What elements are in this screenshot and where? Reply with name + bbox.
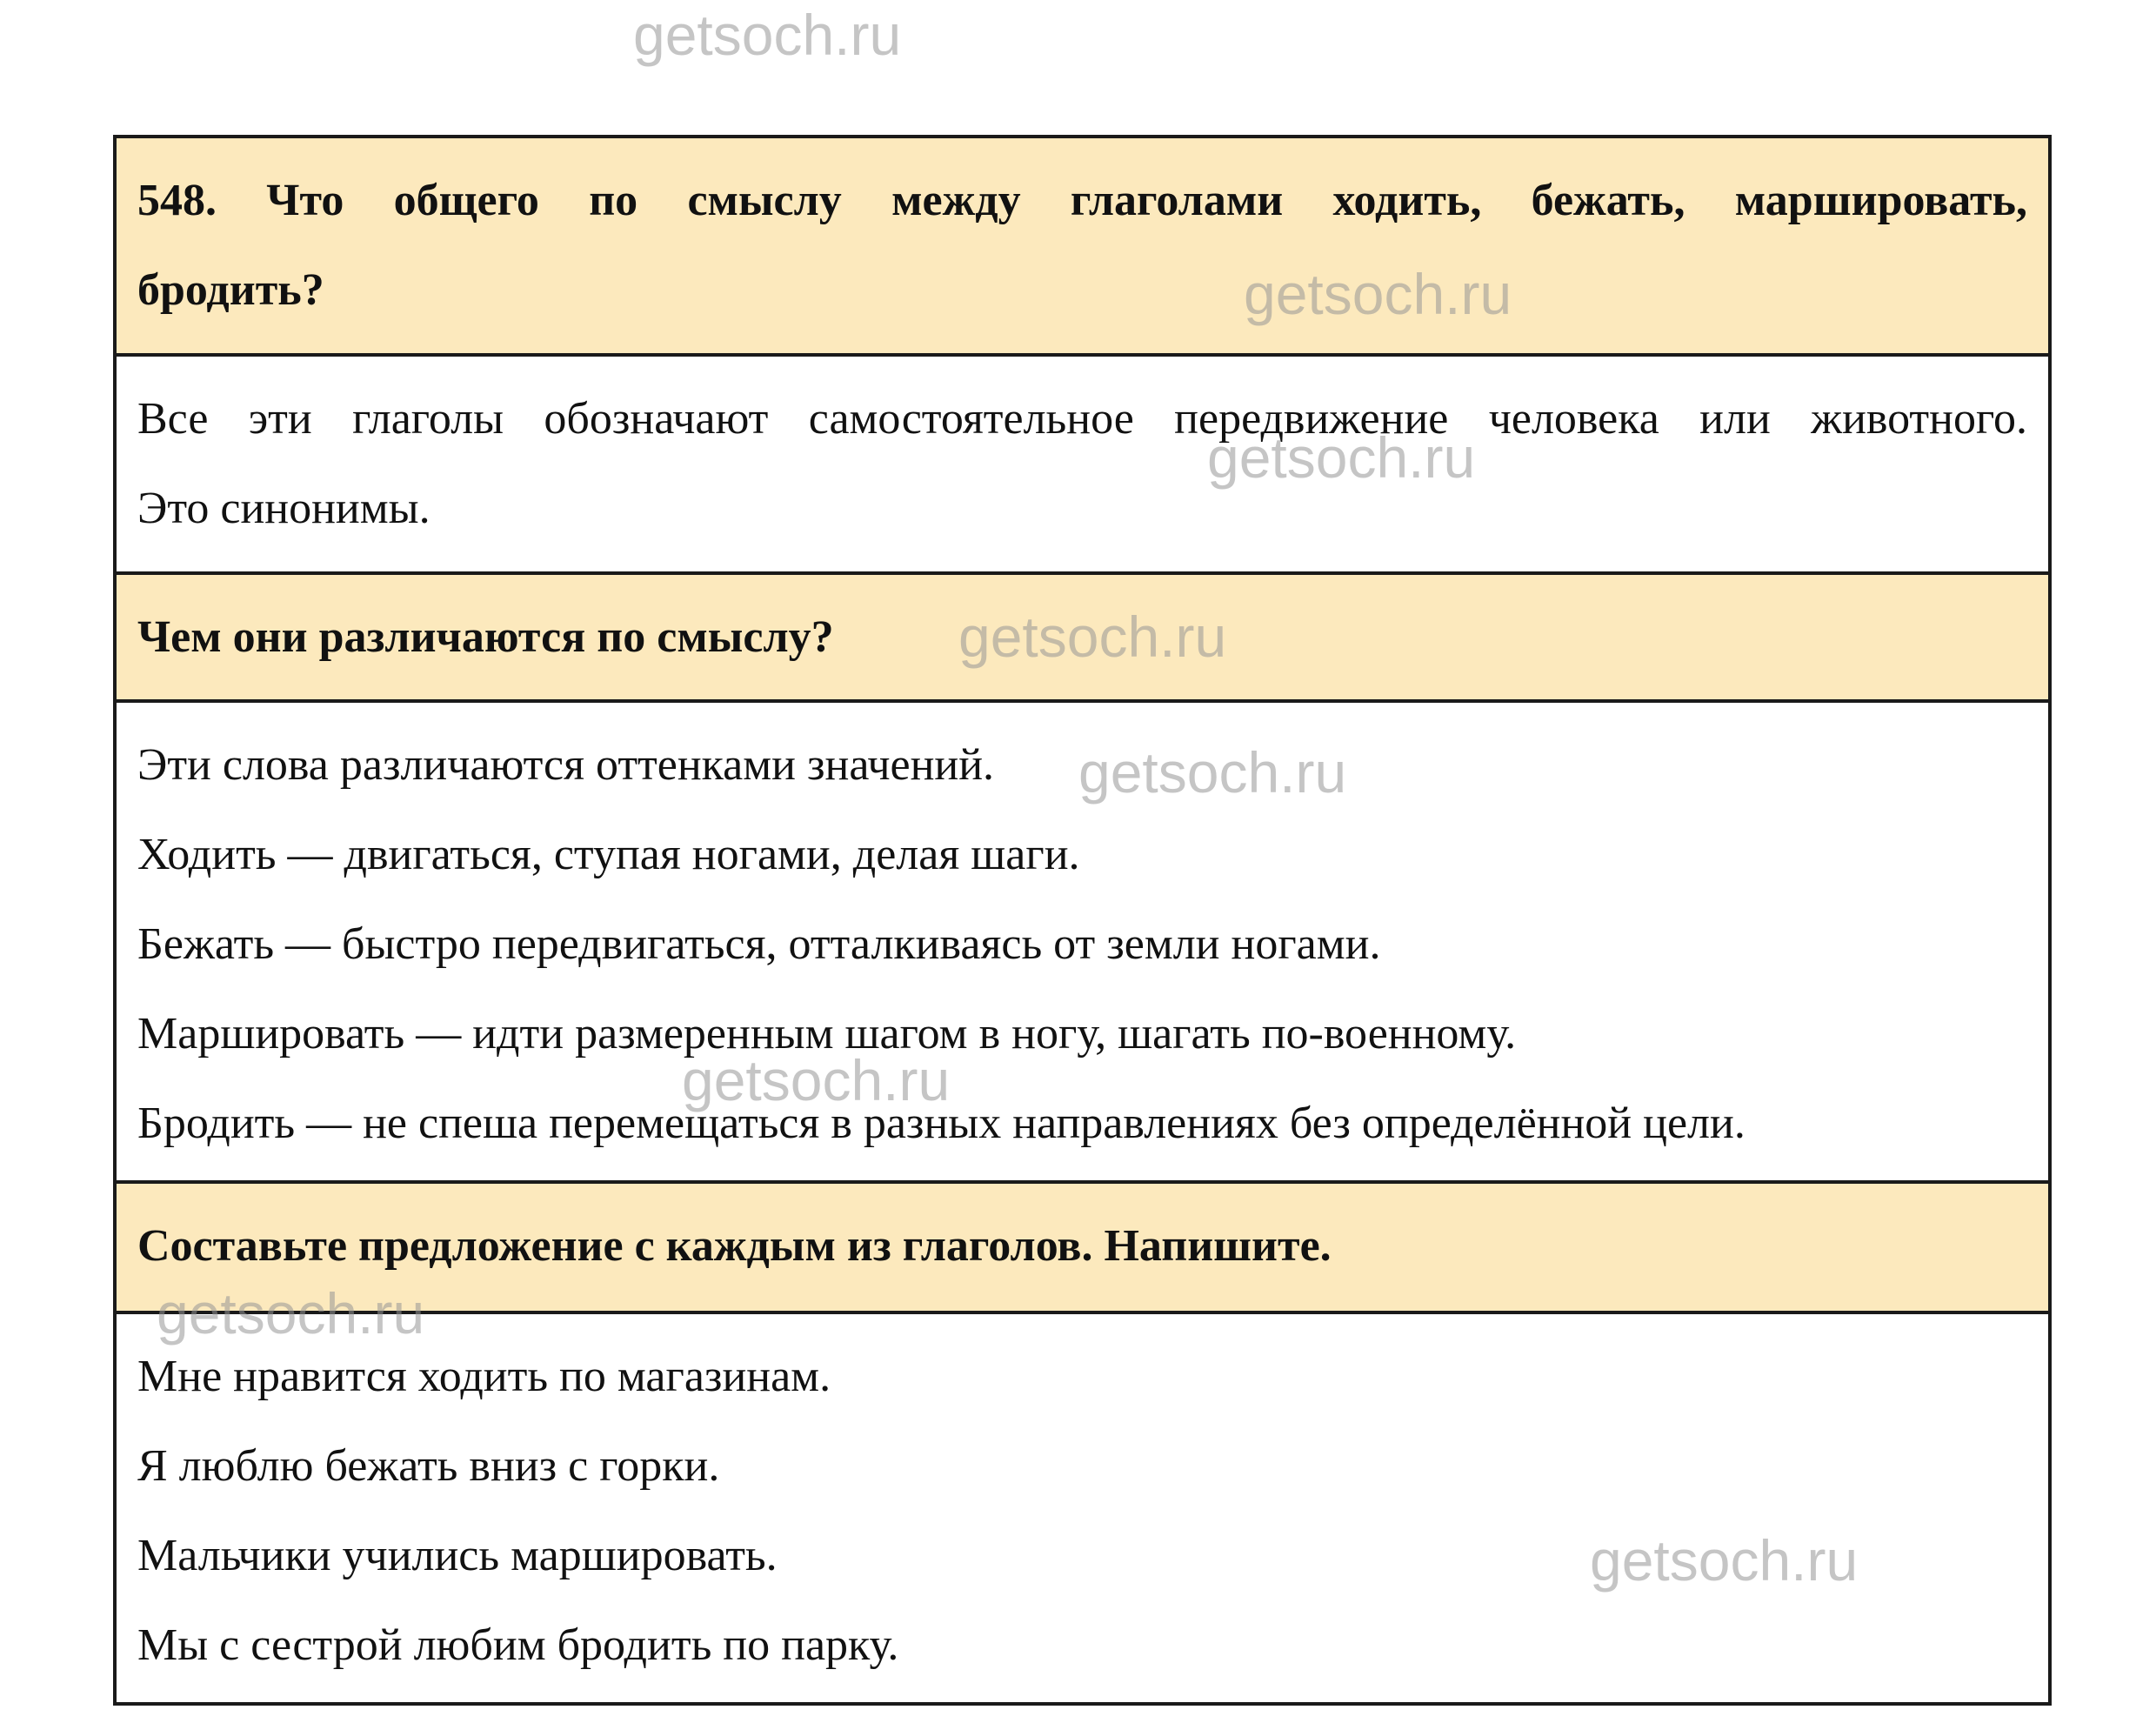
answer-2-line-3: Бежать — быстро передвигаться, отталкиваясь от земли ногами. [137, 919, 1381, 969]
question-row-2 [117, 571, 2048, 699]
answer-2-line-4: Маршировать — идти размеренным шагом в ногу, шагать по-военному. [137, 1009, 1517, 1059]
answer-2-line-2: Ходить — двигаться, ступая ногами, делая шаги. [137, 830, 1080, 879]
answer-3-line-1: Мне нравится ходить по магазинам. [137, 1352, 831, 1401]
watermark: getsoch.ru [958, 604, 1227, 669]
question-1-line-2: бродить? [137, 265, 324, 315]
answer-3-line-2: Я люблю бежать вниз с горки. [137, 1441, 720, 1491]
answer-2-line-5: Бродить — не спеша перемещаться в разных направлениях без определённой цели. [137, 1099, 1745, 1148]
answer-2-line-1: Эти слова различаются оттенками значений. [137, 740, 995, 790]
question-row-1 [117, 138, 2048, 353]
watermark: getsoch.ru [682, 1048, 951, 1112]
question-3-line-1: Составьте предложение с каждым из глаголов. Напишите. [137, 1221, 1332, 1271]
answer-row-1 [117, 353, 2048, 571]
answer-1-line-1: Все эти глаголы обозначают самостоятельное передвижение человека или животного. [137, 394, 2027, 444]
watermark: getsoch.ru [1207, 425, 1476, 490]
question-row-3 [117, 1180, 2048, 1311]
question-1-line-1: 548. Что общего по смыслу между глаголами ходить, бежать, маршировать, [137, 176, 2027, 225]
question-2-line-1: Чем они различаются по смыслу? [137, 612, 834, 662]
answer-3-line-4: Мы с сестрой любим бродить по парку. [137, 1620, 899, 1670]
answer-3-line-3: Мальчики учились маршировать. [137, 1531, 778, 1580]
answer-1-line-2: Это синонимы. [137, 484, 431, 533]
answer-row-3 [117, 1311, 2048, 1702]
answer-row-2 [117, 699, 2048, 1180]
watermark: getsoch.ru [1078, 740, 1347, 805]
watermark: getsoch.ru [633, 3, 902, 67]
watermark: getsoch.ru [1590, 1528, 1859, 1593]
qa-table [113, 135, 2052, 1706]
watermark: getsoch.ru [157, 1281, 425, 1346]
watermark: getsoch.ru [1244, 262, 1512, 326]
